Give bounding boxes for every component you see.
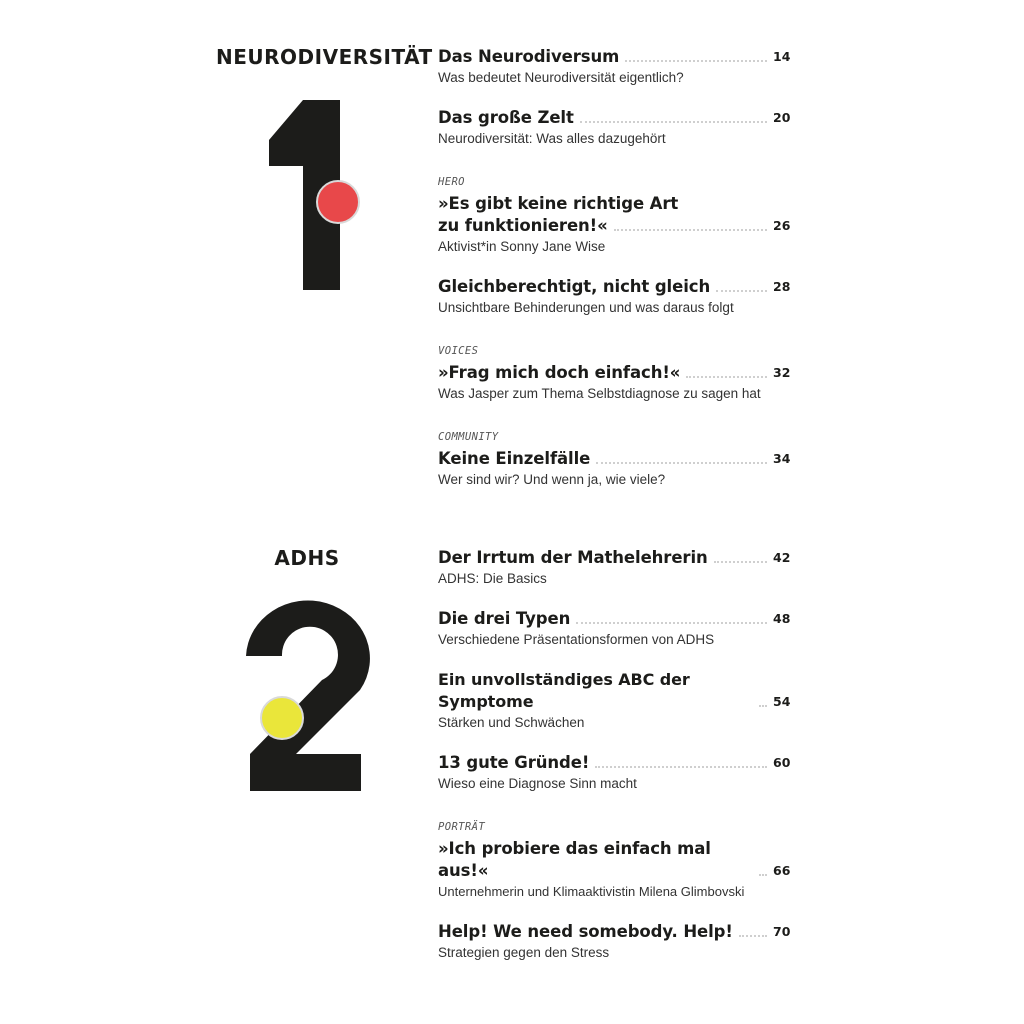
toc-entry[interactable] <box>438 107 790 148</box>
numeral-two-shape <box>246 600 370 791</box>
page-number: 70 <box>773 924 791 939</box>
accent-dot <box>317 181 359 223</box>
toc-entry[interactable] <box>438 669 790 732</box>
dot-leader <box>595 766 767 768</box>
entry-subtitle: Neurodiversität: Was alles dazugehört <box>438 131 666 146</box>
entry-subtitle: Strategien gegen den Stress <box>438 945 610 960</box>
entry-tag: VOICES <box>438 345 479 357</box>
entry-subtitle: Wer sind wir? Und wenn ja, wie viele? <box>438 472 666 487</box>
entry-title: Das große Zelt <box>438 108 574 127</box>
entry-subtitle: ADHS: Die Basics <box>438 571 547 586</box>
entry-title: Die drei Typen <box>438 609 571 628</box>
dot-leader <box>759 874 767 876</box>
toc-section-1 <box>438 46 790 489</box>
toc-entry[interactable] <box>438 547 790 588</box>
entry-subtitle: Was Jasper zum Thema Selbstdiagnose zu sagen hat <box>438 386 761 401</box>
entry-title: Ein unvollständiges ABC der Symptome <box>438 670 690 711</box>
dot-leader <box>739 935 767 937</box>
entry-subtitle: Unsichtbare Behinderungen und was daraus folgt <box>438 300 734 315</box>
entry-title: zu funktionieren!« <box>438 216 608 235</box>
toc-entry[interactable] <box>438 752 790 793</box>
accent-dot <box>261 697 303 739</box>
toc-entry[interactable] <box>438 46 790 87</box>
toc-entry[interactable] <box>438 608 790 649</box>
page-number: 48 <box>773 611 791 626</box>
chapter-number-1-graphic <box>260 96 370 296</box>
entry-subtitle: Was bedeutet Neurodiversität eigentlich? <box>438 70 684 85</box>
dot-leader <box>614 229 767 231</box>
dot-leader <box>596 462 767 464</box>
entry-title: Gleichberechtigt, nicht gleich <box>438 277 711 296</box>
page-number: 60 <box>773 755 791 770</box>
chapter-number-2-graphic <box>240 598 380 798</box>
entry-tag: PORTRÄT <box>438 821 486 833</box>
toc-entry[interactable] <box>438 820 790 901</box>
dot-leader <box>576 622 767 624</box>
page-number: 34 <box>773 451 791 466</box>
dot-leader <box>759 705 767 707</box>
dot-leader <box>716 290 767 292</box>
dot-leader <box>580 121 767 123</box>
toc-entry[interactable] <box>438 276 790 317</box>
toc-section-2 <box>438 547 790 962</box>
entry-title: Der Irrtum der Mathelehrerin <box>438 548 708 567</box>
entry-tag: COMMUNITY <box>438 431 499 443</box>
entry-title: »Frag mich doch einfach!« <box>438 363 681 382</box>
entry-title: Das Neurodiversum <box>438 47 620 66</box>
section-title-neurodiversitaet: NEURODIVERSITÄT <box>216 45 433 69</box>
dot-leader <box>714 561 767 563</box>
page-number: 14 <box>773 49 791 64</box>
page-number: 66 <box>773 863 791 878</box>
entry-subtitle: Wieso eine Diagnose Sinn macht <box>438 776 637 791</box>
entry-title: Keine Einzelfälle <box>438 449 591 468</box>
toc-entry[interactable] <box>438 344 790 403</box>
toc-entry[interactable] <box>438 921 790 962</box>
entry-tag: HERO <box>438 176 465 188</box>
section-title-adhs: ADHS <box>274 546 340 570</box>
entry-subtitle: Verschiedene Präsentationsformen von ADHS <box>438 632 715 647</box>
page-number: 28 <box>773 279 791 294</box>
entry-subtitle: Stärken und Schwächen <box>438 715 585 730</box>
toc-entry[interactable] <box>438 430 790 489</box>
page-number: 20 <box>773 110 791 125</box>
entry-subtitle: Aktivist*in Sonny Jane Wise <box>438 239 606 254</box>
page-number: 26 <box>773 218 791 233</box>
page-number: 32 <box>773 365 791 380</box>
entry-title: »Ich probiere das einfach mal aus!« <box>438 839 711 880</box>
dot-leader <box>686 376 767 378</box>
entry-title-line: »Es gibt keine richtige Art <box>438 194 679 213</box>
toc-entry[interactable] <box>438 175 790 256</box>
page-number: 54 <box>773 694 791 709</box>
entry-subtitle: Unternehmerin und Klimaaktivistin Milena Glimbovski <box>438 884 745 899</box>
entry-title: Help! We need somebody. Help! <box>438 922 733 941</box>
page-number: 42 <box>773 550 791 565</box>
entry-title: 13 gute Gründe! <box>438 753 590 772</box>
dot-leader <box>625 60 767 62</box>
